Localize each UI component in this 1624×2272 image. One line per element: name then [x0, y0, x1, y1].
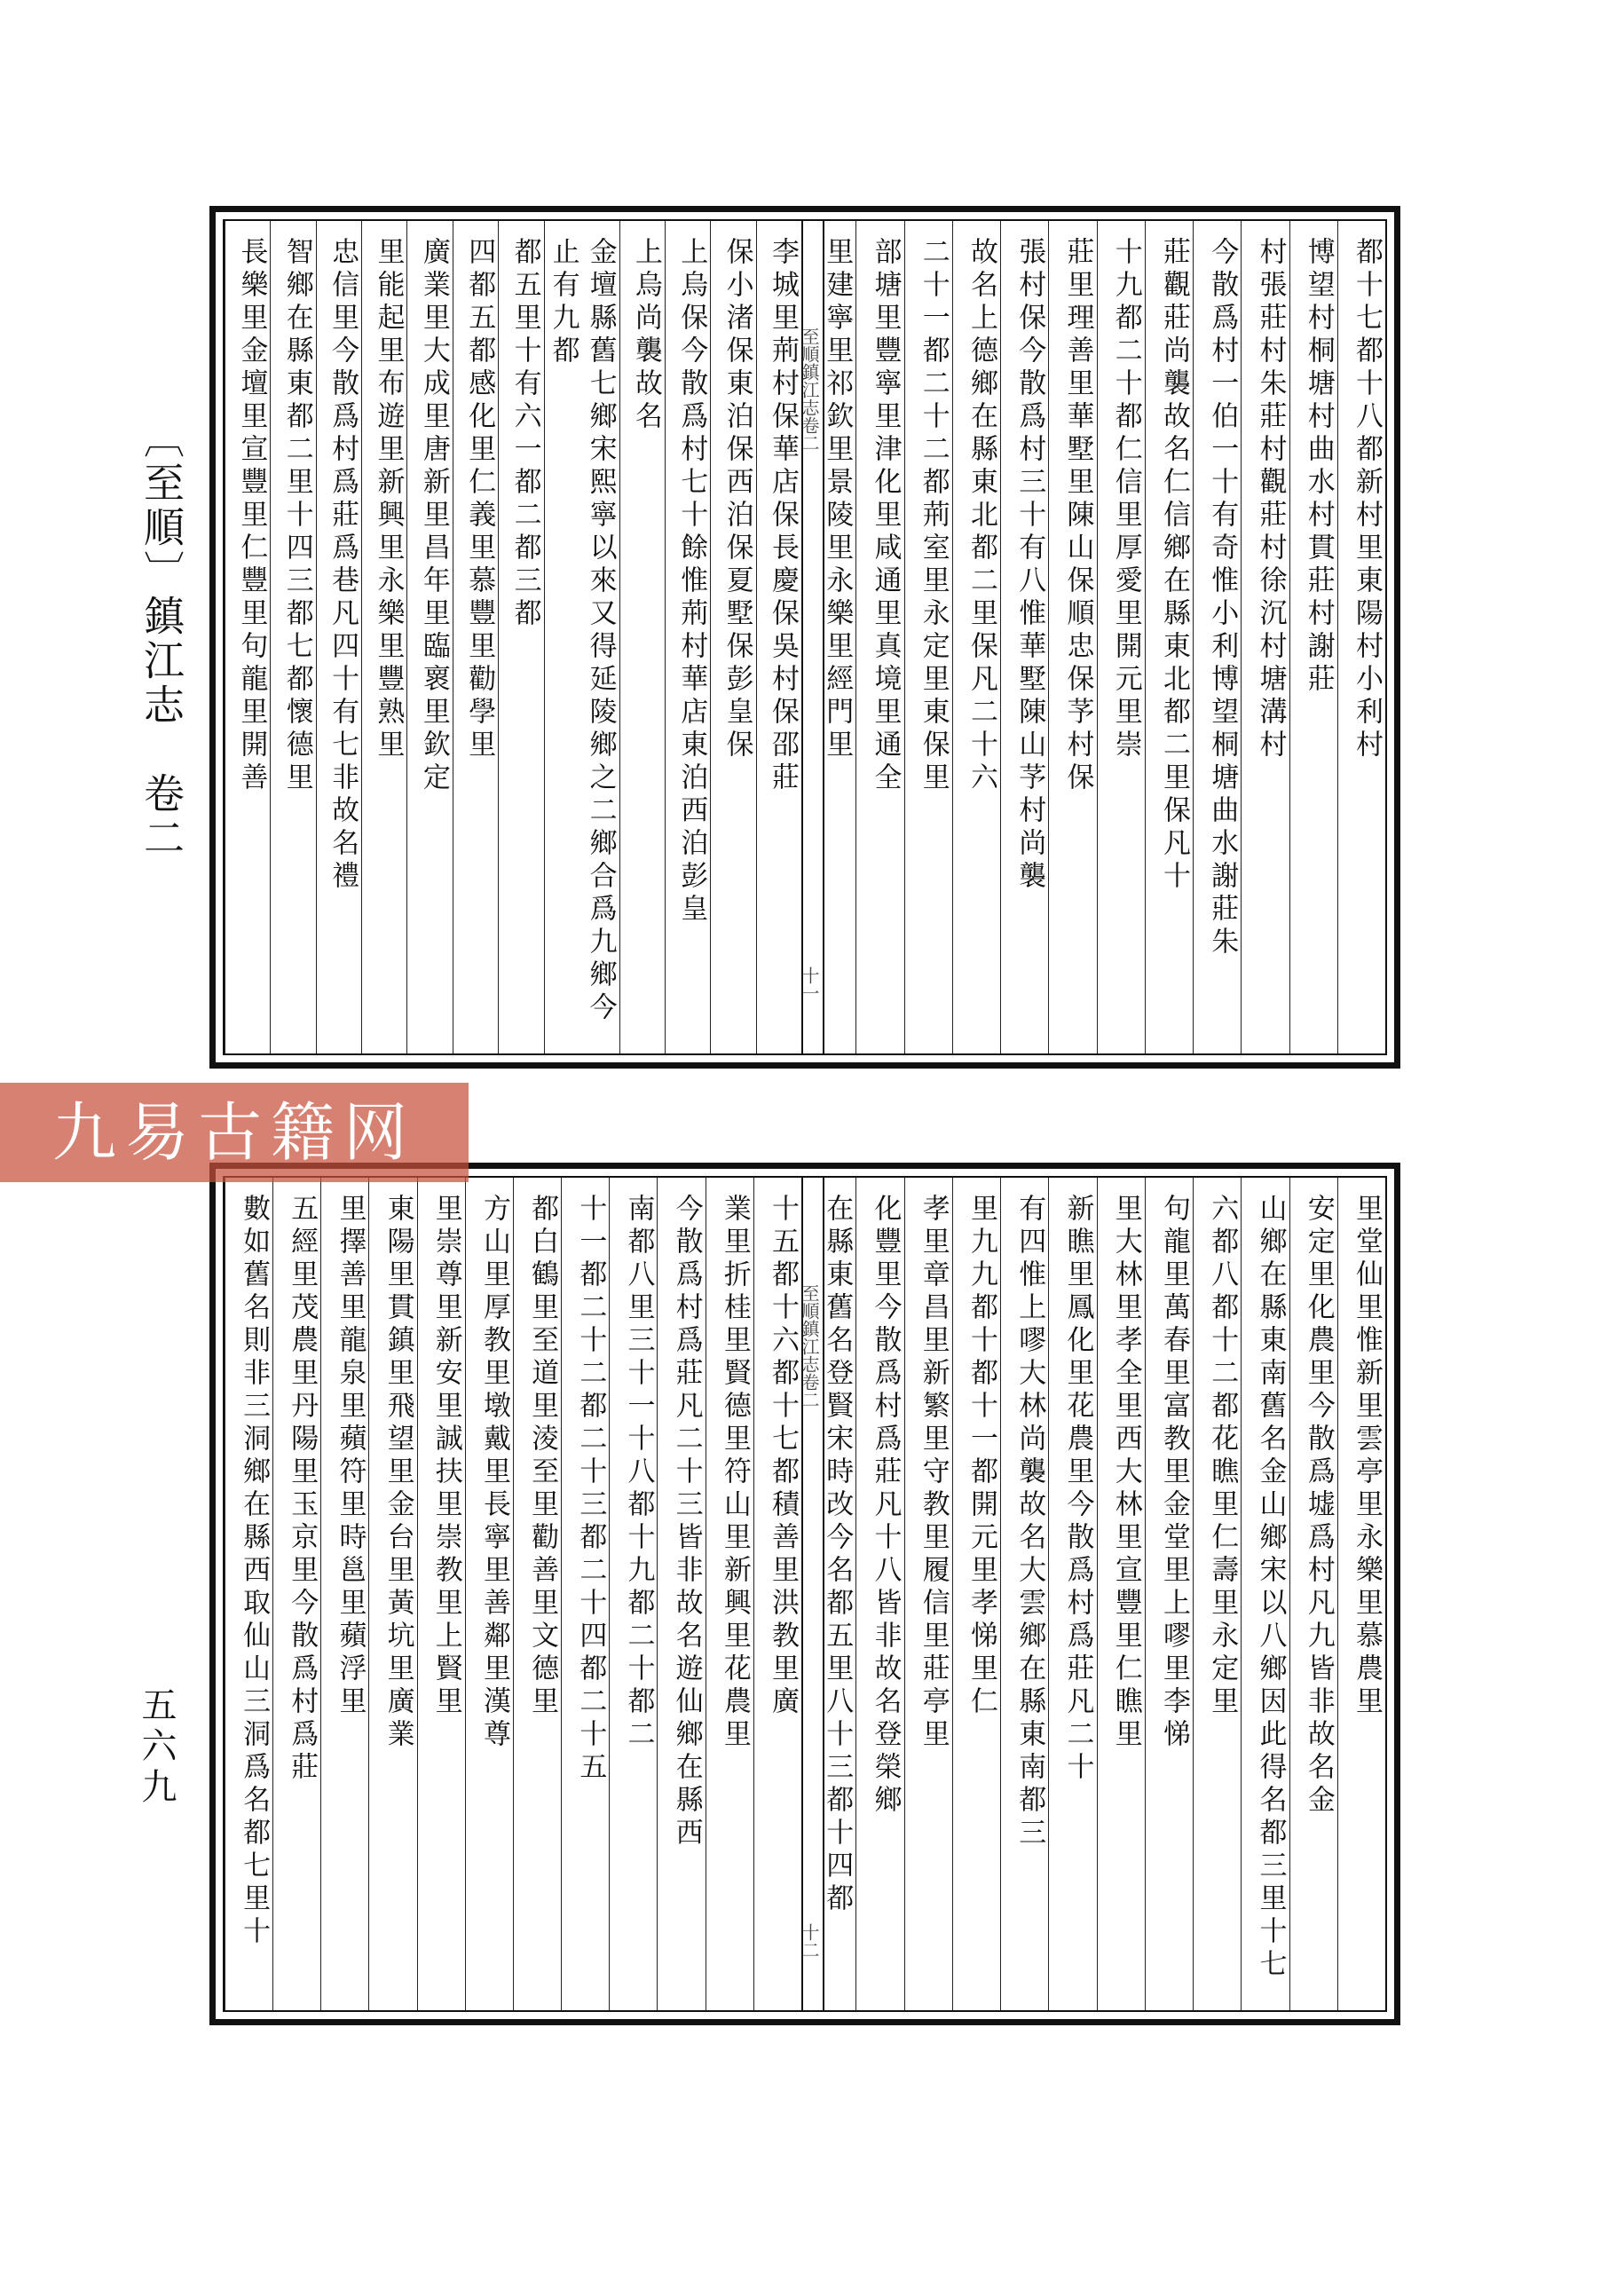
- text-column: 張村保今散爲村三十有八惟華墅陳山芧村尚襲: [1000, 221, 1048, 1053]
- text-column: 數如舊名則非三洞鄉在縣西取仙山三洞爲名都七里十: [225, 1178, 272, 2010]
- site-watermark: 九易古籍网: [0, 1083, 469, 1182]
- text-column: 十九都二十都仁信里厚愛里開元里崇: [1097, 221, 1145, 1053]
- lower-page-block: [209, 1163, 1400, 2025]
- text-column: 都十七都十八都新村里東陽村小利村: [1337, 221, 1385, 1053]
- text-column: 李城里荊村保華店保長慶保吳村保邵莊: [756, 221, 801, 1053]
- text-column: 東陽里貫鎮里飛望里金台里黃坑里廣業: [368, 1178, 416, 2010]
- upper-page-frame: [223, 219, 1387, 1055]
- text-column: 化豐里今散爲村爲莊凡十八皆非故名登榮鄉: [855, 1178, 903, 2010]
- text-column: 十一都二十二都二十三都二十四都二十五: [561, 1178, 609, 2010]
- text-column: 忠信里今散爲村爲莊爲巷凡四十有七非故名禮: [316, 221, 361, 1053]
- text-column: 山鄉在縣東南舊名金山鄉宋以八鄉因此得名都三里十七: [1241, 1178, 1289, 2010]
- page-number: 五六九: [136, 1686, 177, 1809]
- text-column: 莊觀莊尚襲故名仁信鄉在縣東北都二里保凡十: [1145, 221, 1193, 1053]
- text-column: 五經里茂農里丹陽里玉京里今散爲村爲莊: [272, 1178, 320, 2010]
- text-column: 博望村桐塘村曲水村貫莊村謝莊: [1289, 221, 1337, 1053]
- lower-right-half: [808, 1178, 1385, 2010]
- text-column: 廣業里大成里唐新里昌年里臨褱里欽定: [406, 221, 452, 1053]
- text-column: 都五里十有六一都二都三都: [498, 221, 543, 1053]
- lower-leaf-number: 十二: [799, 1923, 820, 1959]
- text-column: 都白鶴里至道里淩至里勸善里文德里: [513, 1178, 561, 2010]
- text-column: 上烏尚襲故名: [619, 221, 665, 1053]
- text-column: 四都五都感化里仁義里慕豐里勸學里: [453, 221, 498, 1053]
- text-column: 部塘里豐寧里津化里咸通里真境里通全: [855, 221, 903, 1053]
- text-column: 村張莊村朱莊村觀莊村徐沉村塘溝村: [1241, 221, 1289, 1053]
- upper-left-half: [225, 221, 801, 1053]
- upper-right-half: [808, 221, 1385, 1053]
- text-column: 里能起里布遊里新興里永樂里豐熟里: [361, 221, 406, 1053]
- text-column: 里大林里孝全里西大林里宣豐里仁瞧里: [1097, 1178, 1145, 2010]
- text-column: 智鄉在縣東都二里十四三都七都懷德里: [270, 221, 315, 1053]
- text-column: 長樂里金壇里宣豐里仁豐里句龍里開善: [225, 221, 270, 1053]
- text-column: 句龍里萬春里富教里金堂里上嘐里李悌: [1145, 1178, 1193, 2010]
- text-column: 方山里厚教里墩戴里長寧里善鄰里漢尊: [465, 1178, 513, 2010]
- upper-banxin-title: 至順鎮江志卷二: [799, 327, 820, 452]
- text-column: 上烏保今散爲村七十餘惟荊村華店東泊西泊彭皇: [665, 221, 710, 1053]
- upper-banxin: [801, 221, 824, 1053]
- text-column: 二十一都二十二都荊室里永定里東保里: [904, 221, 952, 1053]
- sidebar-title: 〔至順〕鎮江志 卷二: [138, 417, 185, 861]
- text-column: 業里折桂里賢德里符山里新興里花農里: [706, 1178, 753, 2010]
- text-column: 孝里章昌里新繁里守教里履信里莊亭里: [904, 1178, 952, 2010]
- text-column: 安定里化農里今散爲墟爲村凡九皆非故名金: [1289, 1178, 1337, 2010]
- text-column: 六都八都十二都花瞧里仁壽里永定里: [1193, 1178, 1241, 2010]
- text-column: 南都八里三十一十八都十九都二十都二: [609, 1178, 657, 2010]
- lower-left-half: [225, 1178, 801, 2010]
- text-column: 在縣東舊名登賢宋時改今名都五里八十三都十四都: [821, 1194, 854, 1916]
- text-column: 今散爲村爲莊凡二十三皆非故名遊仙鄉在縣西: [657, 1178, 705, 2010]
- lower-banxin-title: 至順鎮江志卷二: [799, 1284, 820, 1408]
- text-column: 十五都十六都十七都積善里洪教里廣: [753, 1178, 801, 2010]
- lower-page-frame: [223, 1176, 1387, 2012]
- text-column: 里崇尊里新安里誠扶里崇教里上賢里: [417, 1178, 465, 2010]
- text-column: 里建寧里祁欽里景陵里永樂里經門里: [821, 237, 854, 762]
- text-column: 今散爲村一伯一十有奇惟小利博望桐塘曲水謝莊朱: [1193, 221, 1241, 1053]
- text-column: 保小渚保東泊保西泊保夏墅保彭皇保: [710, 221, 755, 1053]
- text-column: 里堂仙里惟新里雲亭里永樂里慕農里: [1337, 1178, 1385, 2010]
- upper-leaf-number: 十一: [799, 966, 820, 1002]
- text-column: 里擇善里龍泉里蘋符里時邕里蘋浮里: [320, 1178, 368, 2010]
- lower-banxin: [801, 1178, 824, 2010]
- text-column: 故名上德鄉在縣東北都二里保凡二十六: [952, 221, 1000, 1053]
- text-column: 新瞧里鳳化里花農里今散爲村爲莊凡二十: [1048, 1178, 1096, 2010]
- text-column: 莊里理善里華墅里陳山保順忠保芧村保: [1048, 221, 1096, 1053]
- upper-page-block: [209, 206, 1400, 1069]
- text-column: 里九九都十都十一都開元里孝悌里仁: [952, 1178, 1000, 2010]
- text-column: 金壇縣舊七鄉宋熙寧以來又得延陵鄉之二鄉合爲九鄉今止有九都: [544, 221, 619, 1053]
- text-column: 有四惟上嘐大林尚襲故名大雲鄉在縣東南都三: [1000, 1178, 1048, 2010]
